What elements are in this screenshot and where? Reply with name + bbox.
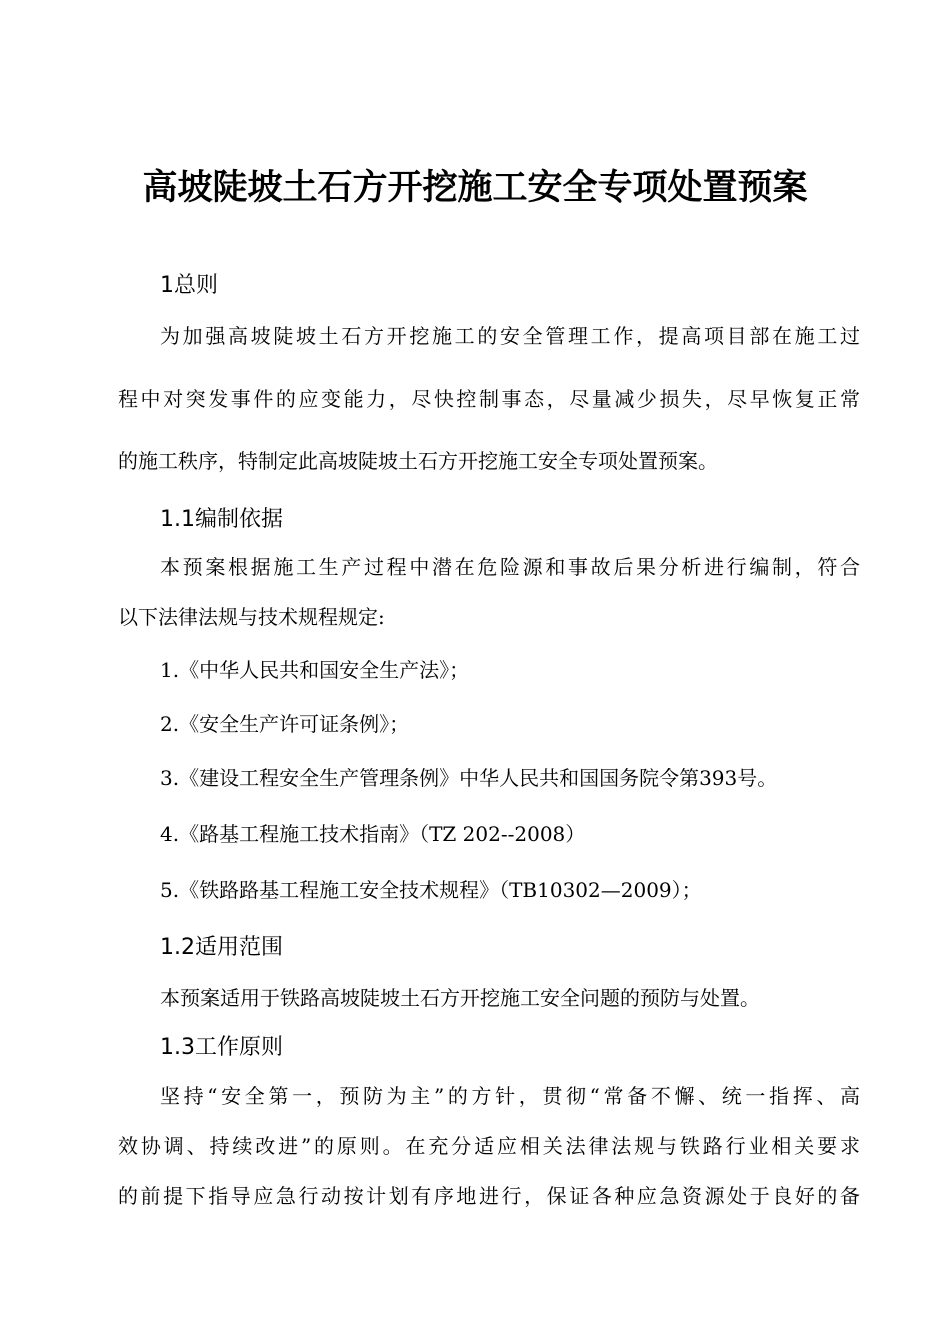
heading-scope: 1.2适用范围 xyxy=(160,935,283,960)
list-item: 5.《铁路路基工程施工安全技术规程》（TB10302—2009）； xyxy=(160,878,702,902)
list-item: 2.《安全生产许可证条例》； xyxy=(160,712,410,736)
heading-general: 1总则 xyxy=(160,273,218,298)
list-item: 1.《中华人民共和国安全生产法》； xyxy=(160,658,470,682)
paragraph-line: 本预案适用于铁路高坡陡坡土石方开挖施工安全问题的预防与处置。 xyxy=(160,986,760,1010)
heading-basis: 1.1编制依据 xyxy=(160,507,283,532)
paragraph-line: 的施工秩序，特制定此高坡陡坡土石方开挖施工安全专项处置预案。 xyxy=(118,449,718,473)
page-title: 高坡陡坡土石方开挖施工安全专项处置预案 xyxy=(142,167,808,208)
paragraph-line: 为加强高坡陡坡土石方开挖施工的安全管理工作，提高项目部在施工过 xyxy=(160,324,860,348)
paragraph-line: 本预案根据施工生产过程中潜在危险源和事故后果分析进行编制，符合 xyxy=(160,555,860,579)
paragraph-line: 效协调、持续改进”的原则。在充分适应相关法律法规与铁路行业相关要求 xyxy=(118,1134,860,1158)
list-item: 3.《建设工程安全生产管理条例》中华人民共和国国务院令第393号。 xyxy=(160,766,778,790)
paragraph-line: 程中对突发事件的应变能力，尽快控制事态，尽量减少损失，尽早恢复正常 xyxy=(118,387,860,411)
heading-principles: 1.3工作原则 xyxy=(160,1035,283,1060)
list-item: 4.《路基工程施工技术指南》（TZ 202--2008） xyxy=(160,822,586,846)
paragraph-line: 坚持“安全第一，预防为主”的方针，贯彻“常备不懈、统一指挥、高 xyxy=(160,1084,860,1108)
paragraph-line: 以下法律法规与技术规程规定: xyxy=(118,605,385,629)
paragraph-line: 的前提下指导应急行动按计划有序地进行，保证各种应急资源处于良好的备 xyxy=(118,1184,860,1208)
